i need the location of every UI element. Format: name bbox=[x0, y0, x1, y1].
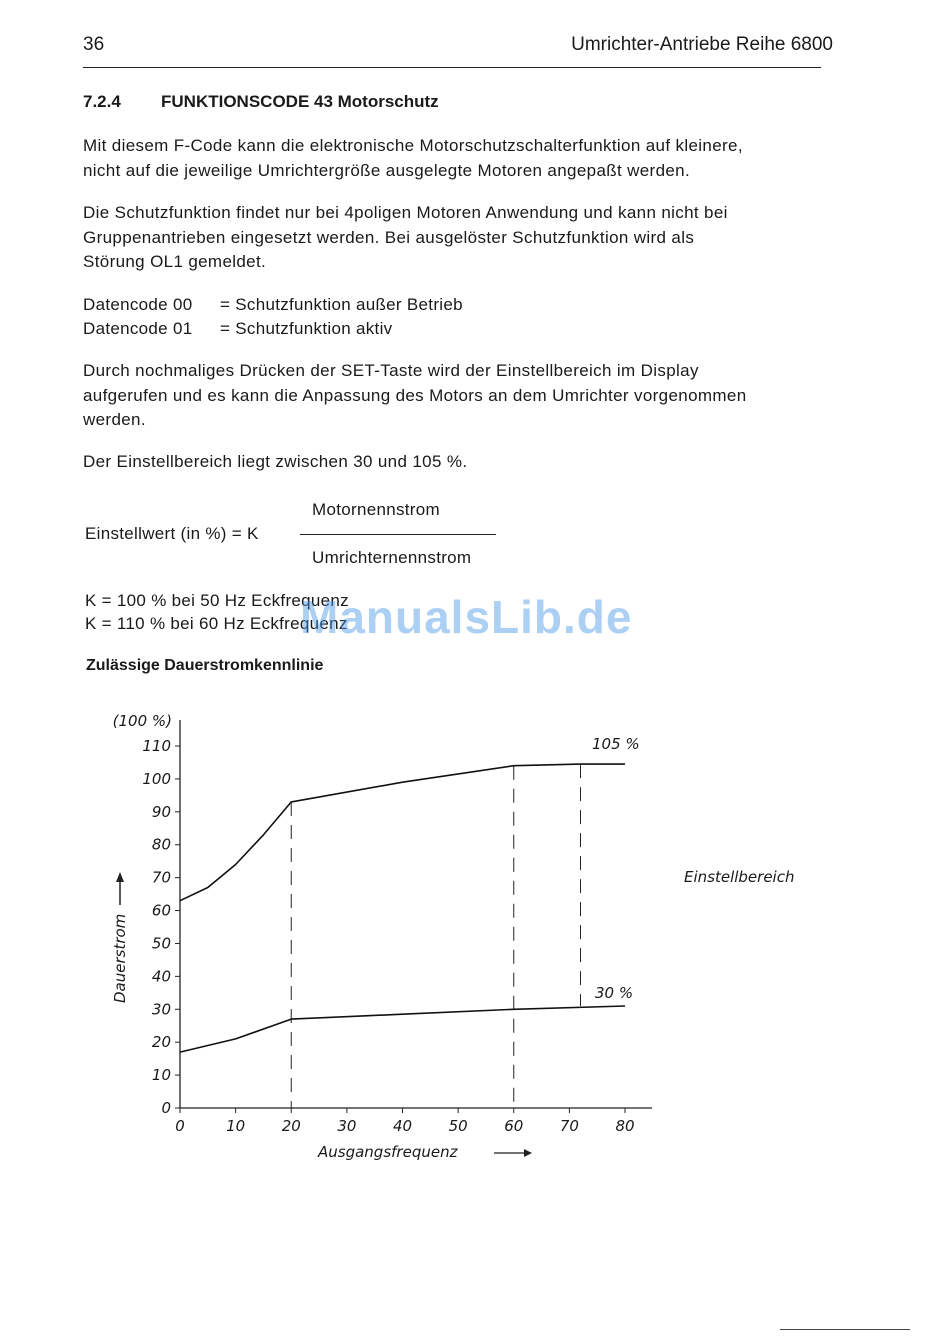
k-line-60hz: K = 110 % bei 60 Hz Eckfrequenz bbox=[85, 614, 348, 633]
y-tick-label: 50 bbox=[151, 934, 171, 953]
footer-rule bbox=[780, 1329, 910, 1330]
x-tick-label: 30 bbox=[337, 1117, 357, 1135]
x-tick-label: 20 bbox=[281, 1117, 301, 1135]
range-label: Einstellbereich bbox=[684, 868, 795, 886]
y-axis-label: Dauerstrom bbox=[111, 913, 129, 1003]
y-tick-label: 10 bbox=[151, 1066, 171, 1085]
y-axis-arrowhead bbox=[116, 872, 124, 882]
chart-curves bbox=[180, 764, 625, 1052]
y-tick-label: 60 bbox=[151, 901, 171, 920]
y-tick-label: 20 bbox=[151, 1033, 171, 1052]
series-label: 105 % bbox=[592, 735, 640, 753]
x-tick-label: 80 bbox=[615, 1117, 635, 1135]
x-tick-label: 50 bbox=[448, 1117, 468, 1135]
x-tick-label: 70 bbox=[559, 1117, 579, 1135]
datacode-label: Datencode 01 bbox=[83, 319, 193, 338]
y-unit-label: (100 %) bbox=[112, 712, 172, 730]
x-axis-arrowhead bbox=[524, 1149, 532, 1157]
chart-ticks bbox=[142, 737, 634, 1135]
running-title: Umrichter-Antriebe Reihe 6800 bbox=[571, 34, 833, 55]
y-tick-label: 100 bbox=[142, 769, 171, 788]
x-tick-label: 60 bbox=[504, 1117, 524, 1135]
datacode-text: = Schutzfunktion aktiv bbox=[220, 319, 393, 338]
y-tick-label: 70 bbox=[151, 868, 171, 887]
section-number: 7.2.4 bbox=[83, 92, 121, 111]
paragraph-line: Störung OL1 gemeldet. bbox=[83, 252, 267, 271]
watermark: ManualsLib.de bbox=[300, 591, 633, 643]
datacode-label: Datencode 00 bbox=[83, 295, 193, 314]
paragraph-line: Die Schutzfunktion findet nur bei 4poligen Motoren Anwendung und kann nicht bei bbox=[83, 203, 728, 222]
paragraph-line: Mit diesem F-Code kann die elektronische Motorschutzschalterfunktion auf kleinere, bbox=[83, 136, 743, 155]
y-tick-label: 90 bbox=[151, 802, 171, 821]
formula-denominator: Umrichternennstrom bbox=[312, 548, 472, 567]
y-tick-label: 0 bbox=[161, 1099, 171, 1117]
k-line-50hz: K = 100 % bei 50 Hz Eckfrequenz bbox=[85, 591, 349, 610]
paragraph-line: nicht auf die jeweilige Umrichtergröße ausgelegte Motoren angepaßt werden. bbox=[83, 160, 691, 180]
datacode-text: = Schutzfunktion außer Betrieb bbox=[220, 295, 463, 314]
series-label: 30 % bbox=[595, 984, 634, 1002]
page-number: 36 bbox=[83, 34, 105, 55]
formula-lhs: Einstellwert (in %) = K bbox=[85, 524, 259, 543]
x-tick-label: 10 bbox=[226, 1117, 246, 1135]
series-line bbox=[180, 764, 625, 901]
y-tick-label: 30 bbox=[151, 1000, 171, 1019]
section-title: FUNKTIONSCODE 43 Motorschutz bbox=[161, 92, 439, 111]
y-tick-label: 110 bbox=[142, 737, 171, 755]
paragraph-4: Der Einstellbereich liegt zwischen 30 und 105 %. bbox=[83, 452, 468, 471]
paragraph-line: aufgerufen und es kann die Anpassung des Motors an dem Umrichter vorgenommen bbox=[83, 385, 747, 405]
paragraph-line: Gruppenantrieben eingesetzt werden. Bei ausgelöster Schutzfunktion wird als bbox=[83, 227, 695, 247]
chart-reference-lines bbox=[291, 764, 580, 1108]
chart-axes bbox=[180, 720, 652, 1108]
y-tick-label: 40 bbox=[151, 967, 171, 986]
chart-labels bbox=[111, 712, 794, 1161]
paragraph-line: Durch nochmaliges Drücken der SET-Taste wird der Einstellbereich im Display bbox=[83, 361, 699, 380]
series-line bbox=[180, 1006, 625, 1052]
paragraph-line: werden. bbox=[83, 410, 146, 429]
x-tick-label: 40 bbox=[392, 1117, 413, 1135]
chart-title: Zulässige Dauerstromkennlinie bbox=[86, 657, 324, 674]
x-tick-label: 0 bbox=[175, 1117, 185, 1135]
x-axis-label: Ausgangsfrequenz bbox=[318, 1143, 458, 1161]
formula-numerator: Motornennstrom bbox=[312, 500, 440, 519]
y-tick-label: 80 bbox=[151, 835, 171, 854]
